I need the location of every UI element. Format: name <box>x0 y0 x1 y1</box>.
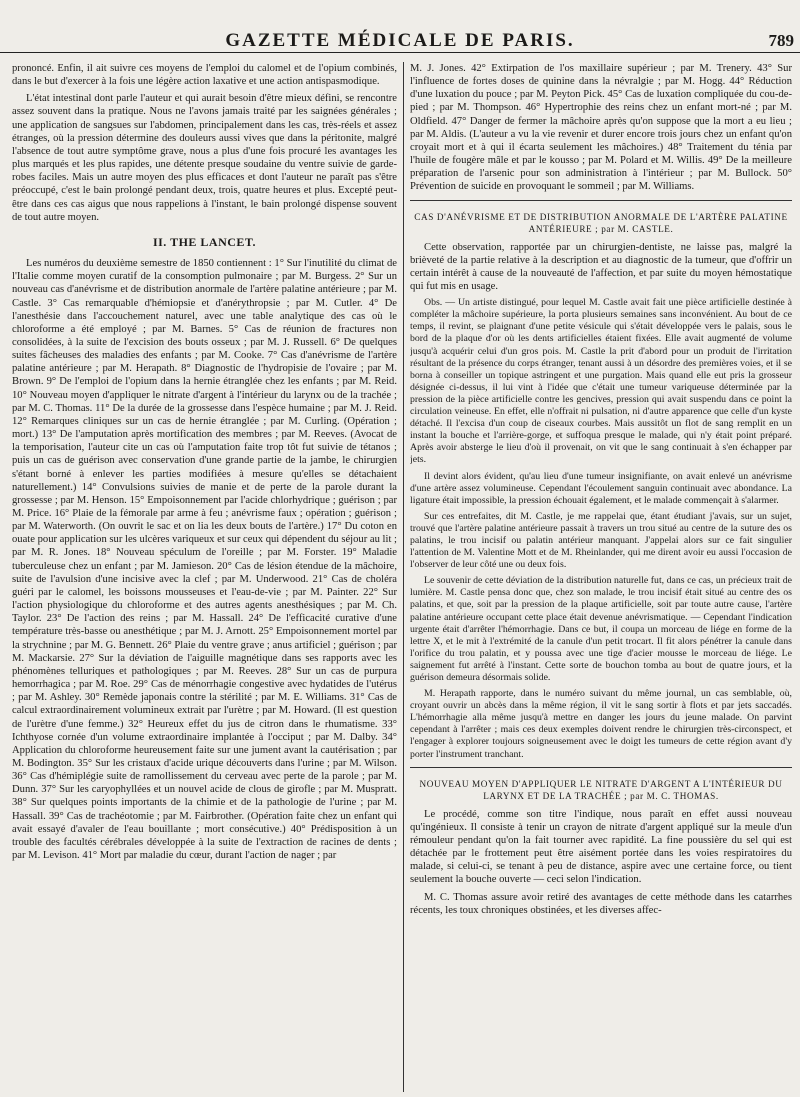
page-number: 789 <box>768 31 794 50</box>
paragraph: L'état intestinal dont parle l'auteur et qui aurait besoin d'être mieux défini, se rencontre assez souvent dans la pratique. Nous ne l'avons jamais traité par les saignées générales ; une application de sangsues sur l'abdomen, principalement dans les cas, très-réels et assez étranges, où la pression détermine des douleurs aussi vives que dans la péritonite, malgré l'absence de tout autre symptôme grave, nous a plus d'une fois procuré les avantages les plus marqués et les plus rapides, une détente presque soudaine du ventre suivie de garde-robes faciles. Mais un autre moyen des plus efficaces et dont l'auteur ne paraît pas s'être préoccupé, c'est le bain prolongé pendant deux, trois, quatre heures et plus. Excepté peut-être dans ces cas aigus que nous rappelions à l'instant, le bain prolongé dispense souvent de tout autre moyen. <box>12 93 397 223</box>
paragraph: Le procédé, comme son titre l'indique, nous paraît en effet aussi nouveau qu'ingénieux. Il consiste à tenir un crayon de nitrate d'argent appliqué sur la meule d'un rémouleur pendant qu'on la fait tourner avec rapidité. La fine poussière du sel qui est détachée par le frottement peut être aisément portée dans les voies respiratoires du malade, si celui-ci, se tenant à peu de distance, aspire avec une certaine force, ou tient seulement la bouche ouverte — ceci selon l'indication. <box>410 808 792 886</box>
page-header <box>0 28 800 53</box>
section-heading: II. THE LANCET. <box>152 234 257 249</box>
journal-title: GAZETTE MÉDICALE DE PARIS. <box>225 30 575 51</box>
paragraph: Sur ces entrefaites, dit M. Castle, je me rappelai que, étant étudiant j'avais, sur un sujet, trouvé que l'artère palatine antérieure passait à travers un trou situé au centre de la suture des os palatins, le trou incisif ou palatin antérieur manquant. J'appelai alors sur ce fait singulier l'attention de M. Valentine Mott et de M. Rheinlander, qui me dirent avoir eu aussi l'occasion de l'observer de leur côté une ou deux fois. <box>410 510 792 571</box>
column-divider <box>403 62 404 1092</box>
paragraph: prononcé. Enfin, il ait suivre ces moyens de l'emploi du calomel et de l'opium combinés, dans le but d'exercer à la fois une légère action laxative et une action antispasmodique. <box>12 63 397 88</box>
paragraph: Le souvenir de cette déviation de la distribution naturelle fut, dans ce cas, un précieux trait de lumière. M. Castle pensa donc que, chez son malade, le trou incisif était situé au centre des os palatins, et que, soit par la pression de la plaque artificielle, soit par toute autre cause, l'artère palatine antérieure occupant cette place était devenue anévrismatique. — Cependant l'indication urgente était d'arrêter l'hémorrhagie. Dans ce but, il coupa un morceau de liége en forme de la lettre X, et le mit à l'extrémité de la canule d'un petit trocart. Il fit alors pénétrer la canule dans l'orifice du trou palatin, et y poussa avec une tige d'acier mousse le morceau de liége. Le saignement fut arrêté à l'instant. Cette sorte de bouchon tomba au bout de quatre jours, et la guérison demeura désormais solide. <box>410 575 792 683</box>
paragraph: M. C. Thomas assure avoir retiré des avantages de cette méthode dans les catarrhes récents, les toux chroniques obstinées, et les diverses affec- <box>410 891 792 916</box>
paragraph: Il devint alors évident, qu'au lieu d'une tumeur insignifiante, on avait enlevé un anévrisme d'une artère assez volumineuse. Cependant l'écoulement sanguin continuait avec abondance. La ligature était impossible, la pression échouait également, et le malade commençait à s'alarmer. <box>410 470 792 506</box>
paragraph: M. J. Jones. 42° Extirpation de l'os maxillaire supérieur ; par M. Trenery. 43° Sur l'influence de fortes doses de quinine dans la névralgie ; par M. Hogg. 44° Réduction d'une luxation du pouce ; par M. Peyton Pick. 45° Cas de luxation compliquée du cou-de-pied ; par M. Thompson. 46° Hypertrophie des reins chez un enfant mort-né ; par M. Oldfield. 47° Danger de fermer la mâchoire après qu'on suppose que la mort a eu lieu ; par M. Aldis. (L'auteur a vu la vie revenir et durer encore trois jours chez un enfant qu'on croyait mort et à qui il écarta seulement les mâchoires.) 48° Traitement du ténia par l'huile de fougère mâle et par le kousso ; par M. Polard et M. Willis. 49° De la meilleure préparation de l'arsenic pour son administration à l'intérieur ; par M. Bullock. 50° Prévention de suicide en provoquant le sommeil ; par M. Williams. <box>410 63 792 193</box>
divider <box>410 200 792 201</box>
divider <box>410 767 792 768</box>
paragraph: Obs. — Un artiste distingué, pour lequel M. Castle avait fait une pièce artificielle destinée à compléter la mâchoire supérieure, la porta plusieurs semaines sans inconvénient. Au bout de ce temps, il revint, se plaignant d'une petite vésicule qui s'était développée vers le palais, sous le bord de la plaque d'or où les dents artificielles étaient fixées. Elle avait augmenté de volume jusqu'à acquérir celui d'un gros pois. M. Castle la prit d'abord pour un produit de l'irritation résultant de la présence du corps étranger, tenant aussi à un désordre des premières voies, et il se borna à conseiller un topique astringent et une purgation. Mais quand elle eut pris la grosseur désignée ci-dessus, il lui vint à l'idée que c'était une tumeur variqueuse déterminée par la pression de la pièce artificielle contre les gencives, pression qui avait suspendu dans ce point la circulation veineuse. En effet, elle n'offrait ni pulsation, ni d'autre apparence que celle d'un kyste détaché. Il l'excisa d'un coup de ciseaux courbes. Mais aussitôt un flot de sang remplit en un instant la bouche et l'arrière-gorge, et suffoqua presque le malade, qui n'y était point préparé. Après avoir absterge le lieu d'où il provenait, on vit que le sang continuait à s'en échapper par jets. <box>410 297 792 466</box>
paragraph: Cette observation, rapportée par un chirurgien-dentiste, ne laisse pas, malgré la brièveté de la partie relative à la description et au diagnostic de la tumeur, que d'offrir un certain intérêt à cause de la nouveauté de l'affection, et par suite du moyen hémostatique qui fut mis en usage. <box>410 241 792 293</box>
article-heading: NOUVEAU MOYEN D'APPLIQUER LE NITRATE D'ARGENT A L'INTÉRIEUR DU LARYNX ET DE LA TRACHÉE ; par M. C. THOMAS. <box>419 778 783 801</box>
article-heading: CAS D'ANÉVRISME ET DE DISTRIBUTION ANORMALE DE L'ARTÈRE PALATINE ANTÉRIEURE ; par M. CASTLE. <box>414 211 788 234</box>
paragraph: Les numéros du deuxième semestre de 1850 contiennent : 1° Sur l'inutilité du climat de l'Italie comme moyen curatif de la consomption pulmonaire ; par M. Burgess. 2° Sur un nouveau cas d'anévrisme et de distribution anormale de l'artère palatine antérieure ; par M. Castle. 3° Cas remarquable d'hémiopsie et d'anérythropsie ; par M. Cutler. 4° De l'anesthésie dans l'accouchement naturel, avec une table analytique des cas où le chloroforme a été employé ; par M. Barnes. 5° Cas de réunion de fractures non consolidées, à la suite de l'excision des bouts osseux ; par M. J. Russell. 6° De quelques suites fâcheuses des maladies des enfants ; par M. Cooke. 7° Cas d'anévrisme de l'artère palatine antérieure ; par M. Herapath. 8° Diagnostic de l'hydropisie de l'ovaire ; par M. Brown. 9° De l'emploi de l'opium dans la hernie étranglée chez les enfants ; par M. Reid. 10° Nouveau moyen d'appliquer le nitrate d'argent à l'intérieur du larynx ou de la trachée ; par M. C. Thomas. 11° De la durée de la grossesse dans l'espèce humaine ; par M. J. Reid. 12° Remarques cliniques sur un cas de hernie étranglée ; par M. Curling. (Opération ; mort.) 13° De l'amputation après mortification des membres ; par M. Reeves. (Avocat de la temporisation, l'auteur cite un cas où l'amputation faite trop tôt fut suivie de tétanos ; puis un cas de guérison avec conservation d'une grande partie de la jambe, le chirurgien s'étant borné à enlever les parties modifiées à mesure qu'elles se détachaient naturellement.) 14° Convulsions suivies de manie et de perte de la parole durant la grossesse ; par M. Henson. 15° Empoisonnement par l'acide chlorhydrique ; guérison ; par M. Price. 16° Plaie de la fémorale par arme à feu ; anévrisme faux ; opération ; guérison ; par M. Waterworth. (On ouvrit le sac et on lia les deux bouts de l'artère.) 17° Du coton en ouate pour application sur les ulcères variqueux et sur ceux qui dépendent du séjour au lit ; par M. R. Jones. 18° Nouveau spéculum de l'oreille ; par M. Forster. 19° Maladie tuberculeuse chez un enfant ; par M. Jamieson. 20° Cas de lésion étendue de la mâchoire, suite de l'avulsion d'une incisive avec la clef ; par M. Underwood. 21° Cas de choléra guéri par le calomel, les boissons mousseuses et l'eau-de-vie ; par M. Painter. 22° Sur l'action physiologique du chloroforme et des autres agents anesthésiques ; par M. Ch. Taylor. 23° De l'action des reins ; par M. Hassall. 24° De l'efficacité curative d'une température très-basse ou anesthétique ; par M. J. Arnott. 25° Empoisonnement mortel par la strychnine ; par M. G. Bennett. 26° Plaie du ventre grave ; anus artificiel ; guérison ; par M. Mackarsie. 27° Sur la déviation de l'aiguille magnétique dans ses rapports avec les phénomènes telluriques et pathologiques ; par M. Reeves. 28° Sur un cas de purpura hemorrhagica ; par M. Roe. 29° Cas de ménorrhagie congestive avec hydatides de l'utérus ; par M. Ashley. 30° Remède japonais contre la stérilité ; par M. E. Williams. 31° Cas de calcul extraordinairement volumineux extrait par l'urètre ; par M. Howard. (Il est question de l'urètre d'une femme.) 32° Heureux effet du jus de citron dans le rhumatisme. 33° Ichthyose cornée d'un volume extraordinaire implantée à l'occiput ; par M. Dalby. 34° Application du chloroforme heureusement faite sur une jument avant la cautérisation ; par M. Bodington. 35° Sur les cristaux d'acide urique découverts dans l'urine ; par M. Wilson. 36° Cas d'hémiplégie suite de ramollissement du cerveau avec perte de la parole ; par M. Dunn. 37° Sur les caryophyllées et un nouvel acide de clous de girofle ; par M. Muspratt. 38° Sur quelques points importants de la chimie et de la pathologie de l'urine ; par M. Hassall. 39° Cas de trachéotomie ; par M. Fairbrother. (Opération faite chez un enfant qui avait essayé d'avaler de l'eau bouillante ; mort consécutive.) 40° Prédisposition à un trouble des facultés cérébrales développée à la suite de l'extraction de racines de dents ; par M. Levison. 41° Mort par maladie du cœur, durant l'action de nager ; par <box>12 258 397 862</box>
right-column <box>410 62 792 1092</box>
left-column <box>12 62 397 1092</box>
paragraph: M. Herapath rapporte, dans le numéro suivant du même journal, un cas semblable, où, croyant ouvrir un abcès dans la même région, il vit le sang sortir à flots et par jets saccadés. L'hémorrhagie alla même jusqu'à mettre en danger les jours du jeune malade. On parvint cependant à l'arrêter ; mais ces deux exemples doivent rendre le chirurgien très-circonspect, et l'engager à explorer toujours soigneusement avec le doigt les tumeurs de cette région avant d'y porter l'instrument tranchant. <box>410 688 792 760</box>
